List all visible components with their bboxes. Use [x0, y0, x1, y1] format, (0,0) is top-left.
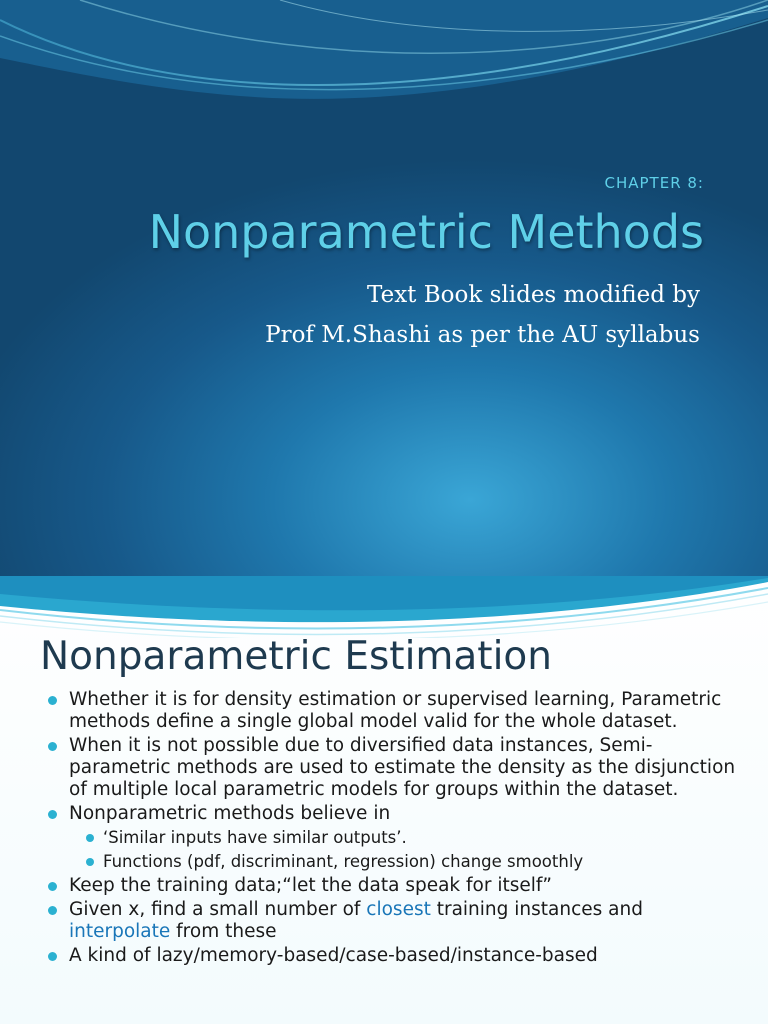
bullet-dot-icon [86, 858, 94, 866]
decorative-waves [0, 576, 768, 638]
bullet-text-post: from these [170, 921, 277, 942]
bullet-item [0, 803, 768, 825]
sub-bullet-item [0, 851, 768, 873]
bullet-dot-icon [48, 906, 57, 915]
sub-bullet-item [0, 827, 768, 849]
bullet-item [0, 945, 768, 967]
bullet-dot-icon [48, 742, 57, 751]
bullet-dot-icon [48, 952, 57, 961]
bullet-dot-icon [86, 834, 94, 842]
bullet-text: Keep the training data;“let the data speak for itself” [69, 875, 552, 896]
bullet-text: Nonparametric methods believe in [69, 803, 391, 824]
bullet-text-mid: training instances and [430, 899, 643, 920]
decorative-waves [0, 0, 768, 110]
bullet-item [0, 899, 768, 943]
bullet-dot-icon [48, 882, 57, 891]
bullet-text: ‘Similar inputs have similar outputs’. [103, 828, 407, 847]
bullet-text: Whether it is for density estimation or supervised learning, Parametric methods define a single global model valid for the whole dataset. [69, 689, 722, 732]
highlight-interpolate: interpolate [69, 921, 171, 942]
subtitle-line-2: Prof M.Shashi as per the AU syllabus [265, 322, 700, 348]
bullet-item [0, 875, 768, 897]
bullet-dot-icon [48, 810, 57, 819]
bullet-text: A kind of lazy/memory-based/case-based/instance-based [69, 945, 598, 966]
slide-title: Nonparametric Methods [148, 205, 704, 259]
bullet-text: When it is not possible due to diversified data instances, Semi-parametric methods are used to estimate the density as the disjunction of multiple local parametric models for groups within the dataset. [69, 735, 736, 800]
subtitle-line-1: Text Book slides modified by [367, 282, 700, 308]
bullet-text: Functions (pdf, discriminant, regression) change smoothly [103, 852, 584, 871]
bullet-list [0, 689, 768, 969]
slide-heading: Nonparametric Estimation [40, 634, 553, 679]
chapter-label: CHAPTER 8: [604, 174, 704, 192]
content-slide [0, 576, 768, 1024]
highlight-closest: closest [366, 899, 431, 920]
bullet-item [0, 735, 768, 801]
bullet-dot-icon [48, 696, 57, 705]
bullet-item [0, 689, 768, 733]
bullet-text-pre: Given x, find a small number of [69, 899, 367, 920]
